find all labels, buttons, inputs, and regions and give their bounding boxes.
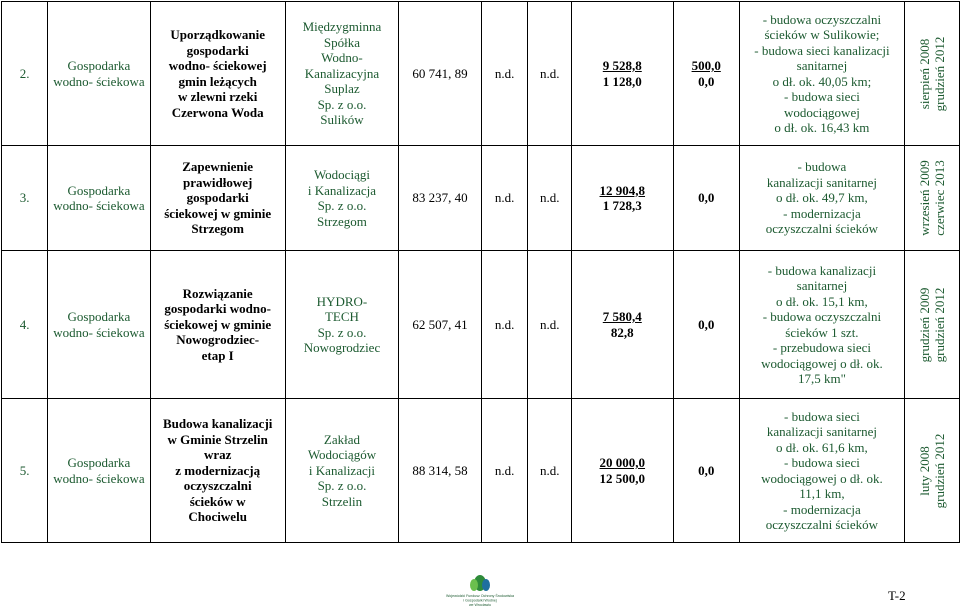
end-date: grudzień 2012 xyxy=(932,36,947,111)
sector-cell xyxy=(48,146,150,251)
start-date: sierpień 2008 xyxy=(917,38,932,109)
beneficiary-cell xyxy=(285,399,398,543)
scope-cell-line: - modernizacja xyxy=(783,501,861,517)
beneficiary-cell-line: i Kanalizacji xyxy=(308,462,375,478)
total-cost-cell: 62 507, 41 xyxy=(399,251,482,399)
project-title-cell-line: Nowogrodziec- xyxy=(176,332,260,348)
grant-top: 500,0 xyxy=(691,58,721,73)
dates-rotated xyxy=(917,36,947,111)
project-title-cell-line: Strzegom xyxy=(191,221,245,237)
project-title-cell-line: ściekowej w gminie xyxy=(164,205,272,221)
dates-rotated xyxy=(917,433,947,508)
dates-cell xyxy=(905,251,960,399)
beneficiary-cell-line: Sp. z o.o. xyxy=(317,96,367,112)
page-code: T-2 xyxy=(888,588,906,603)
project-title-cell-line: z modernizacją xyxy=(175,462,261,478)
scope-cell xyxy=(739,2,904,146)
grant-top: 0,0 xyxy=(698,316,715,332)
beneficiary-cell-line: Sulików xyxy=(320,112,364,128)
sector-cell-line: wodno- ściekowa xyxy=(53,198,145,213)
end-date: czerwiec 2013 xyxy=(932,160,947,236)
scope-cell-line: ścieków 1 szt. xyxy=(785,324,859,340)
not-applicable-cell: n.d. xyxy=(481,2,528,146)
scope-cell-line: - budowa oczyszczalni xyxy=(762,11,882,27)
scope-cell-line: oczyszczalni ścieków xyxy=(765,221,879,237)
grant-bottom: 0,0 xyxy=(698,73,715,89)
scope-cell-line: 11,1 km, xyxy=(799,486,845,501)
scope-cell-line: wodociągowej o dł. ok. xyxy=(761,470,883,486)
project-title-cell xyxy=(150,2,285,146)
project-title-cell-line: Budowa kanalizacji xyxy=(162,416,273,432)
scope-cell-line: - budowa sieci kanalizacji xyxy=(754,42,890,58)
row-number: 2. xyxy=(2,2,48,146)
sector-cell-line: wodno- ściekowa xyxy=(53,470,145,486)
scope-cell xyxy=(739,399,904,543)
sector-cell-line: Gospodarka xyxy=(67,309,131,324)
grant-top: 0,0 xyxy=(698,190,715,206)
scope-cell-line: - przebudowa sieci xyxy=(772,340,872,355)
project-title-cell-line: wraz xyxy=(203,447,232,463)
beneficiary-cell-line: Międzygminna xyxy=(302,19,382,35)
row-number: 3. xyxy=(2,146,48,251)
sector-cell-line: Gospodarka xyxy=(67,58,131,73)
not-applicable-cell: n.d. xyxy=(528,251,572,399)
fund-logo xyxy=(430,573,530,609)
amount-top: 7 580,4 xyxy=(602,309,642,324)
scope-cell-line: - modernizacja xyxy=(783,205,861,221)
sector-cell xyxy=(48,251,150,399)
not-applicable-cell: n.d. xyxy=(528,2,572,146)
end-date: grudzień 2012 xyxy=(932,433,947,508)
grant-cell xyxy=(673,146,739,251)
amount-bottom: 12 500,0 xyxy=(599,470,646,486)
beneficiary-cell-line: Wodociągów xyxy=(307,447,377,463)
eligible-amount-cell xyxy=(572,399,674,543)
scope-cell-line: - budowa sieci xyxy=(784,408,860,424)
beneficiary-cell-line: i Kanalizacja xyxy=(307,182,377,198)
project-title-cell-line: w Gminie Strzelin xyxy=(167,431,268,447)
logo-text-1: Wojewódzki Fundusz Ochrony Środowiska xyxy=(445,594,515,598)
beneficiary-cell-line: Sp. z o.o. xyxy=(317,324,367,340)
dates-cell xyxy=(905,399,960,543)
total-cost-cell: 60 741, 89 xyxy=(399,2,482,146)
row-number: 4. xyxy=(2,251,48,399)
beneficiary-cell-line: Wodno- xyxy=(321,50,363,66)
beneficiary-cell-line: Nowogrodziec xyxy=(303,340,381,355)
not-applicable-cell: n.d. xyxy=(528,399,572,543)
project-title-cell-line: Zapewnienie xyxy=(182,159,254,175)
amount-top: 12 904,8 xyxy=(599,182,646,198)
project-title-cell-line: ściekowej w gminie xyxy=(164,316,272,332)
project-title-cell-line: w zlewni rzeki xyxy=(177,89,258,104)
total-cost-cell: 83 237, 40 xyxy=(399,146,482,251)
start-date: wrzesień 2009 xyxy=(917,160,932,236)
amount-bottom: 1 728,3 xyxy=(602,198,642,213)
beneficiary-cell-line: Suplaz xyxy=(324,81,360,97)
project-title-cell xyxy=(150,399,285,543)
beneficiary-cell-line: HYDRO- xyxy=(316,293,368,309)
project-title-cell-line: ścieków w xyxy=(189,493,246,509)
start-date: luty 2008 xyxy=(917,445,932,496)
beneficiary-cell xyxy=(285,2,398,146)
row-number: 5. xyxy=(2,399,48,543)
scope-cell-line: wodociągowej o dł. ok. xyxy=(761,355,883,371)
project-title-cell-line: etap I xyxy=(201,347,234,363)
scope-cell-line: o dł. ok. 61,6 km, xyxy=(776,439,868,455)
dates-cell xyxy=(905,146,960,251)
beneficiary-cell xyxy=(285,251,398,399)
scope-cell-line: - budowa xyxy=(797,159,847,175)
sector-cell-line: Gospodarka xyxy=(67,182,131,198)
eligible-amount-cell xyxy=(572,251,674,399)
dates-cell xyxy=(905,2,960,146)
project-title-cell-line: wodno- ściekowej xyxy=(168,58,267,73)
table-body xyxy=(2,2,960,543)
amount-top: 20 000,0 xyxy=(599,455,646,470)
scope-cell-line: sanitarnej xyxy=(796,58,848,73)
project-title-cell-line: gospodarki xyxy=(186,190,249,206)
logo-text-3: we Wrocławiu xyxy=(468,603,492,607)
scope-cell-line: - budowa sieci xyxy=(784,89,860,104)
end-date: grudzień 2012 xyxy=(932,287,947,362)
scope-cell-line: wodociągowej xyxy=(784,104,860,120)
not-applicable-cell: n.d. xyxy=(481,146,528,251)
total-cost-cell: 88 314, 58 xyxy=(399,399,482,543)
not-applicable-cell: n.d. xyxy=(481,251,528,399)
scope-cell xyxy=(739,251,904,399)
project-title-cell-line: Rozwiązanie xyxy=(182,285,253,301)
beneficiary-cell-line: TECH xyxy=(324,309,359,324)
project-title-cell-line: gmin leżących xyxy=(178,73,257,89)
scope-cell-line: o dł. ok. 40,05 km; xyxy=(772,73,872,89)
scope-cell-line: o dł. ok. 16,43 km xyxy=(774,120,870,135)
table-row xyxy=(2,146,960,251)
project-title-cell-line: oczyszczalni xyxy=(183,478,252,494)
not-applicable-cell: n.d. xyxy=(528,146,572,251)
scope-cell-line: o dł. ok. 49,7 km, xyxy=(776,190,868,206)
grant-cell xyxy=(673,251,739,399)
amount-bottom: 82,8 xyxy=(610,324,634,340)
grant-top: 0,0 xyxy=(698,462,715,478)
beneficiary-cell-line: Sp. z o.o. xyxy=(317,198,367,213)
scope-cell-line: - budowa oczyszczalni xyxy=(762,309,882,324)
scope-cell-line: sanitarnej xyxy=(796,278,848,293)
beneficiary-cell-line: Strzelin xyxy=(321,493,363,509)
start-date: grudzień 2009 xyxy=(917,287,932,362)
project-title-cell-line: gospodarki xyxy=(186,42,249,58)
scope-cell-line: - budowa kanalizacji xyxy=(767,262,877,278)
project-title-cell xyxy=(150,251,285,399)
leaf-icon xyxy=(470,575,490,591)
sector-cell-line: Gospodarka xyxy=(67,455,131,470)
scope-cell-line: - budowa sieci xyxy=(784,455,860,470)
scope-cell-line: 17,5 km" xyxy=(797,371,846,386)
scope-cell-line: kanalizacji sanitarnej xyxy=(766,174,877,190)
beneficiary-cell-line: Kanalizacyjna xyxy=(304,65,380,81)
sector-cell xyxy=(48,2,150,146)
beneficiary-cell xyxy=(285,146,398,251)
grant-cell xyxy=(673,2,739,146)
logo-text-2: i Gospodarki Wodnej xyxy=(463,598,497,603)
project-title-cell-line: prawidłowej xyxy=(183,174,253,190)
not-applicable-cell: n.d. xyxy=(481,399,528,543)
project-title-cell-line: Czerwona Woda xyxy=(171,104,264,120)
sector-cell-line: wodno- ściekowa xyxy=(53,324,145,340)
beneficiary-cell-line: Sp. z o.o. xyxy=(317,478,367,494)
eligible-amount-cell xyxy=(572,2,674,146)
beneficiary-cell-line: Strzegom xyxy=(317,213,367,229)
dates-rotated xyxy=(917,287,947,362)
project-title-cell-line: Chociwelu xyxy=(188,509,247,525)
beneficiary-cell-line: Wodociągi xyxy=(313,167,370,182)
scope-cell xyxy=(739,146,904,251)
project-title-cell xyxy=(150,146,285,251)
eligible-amount-cell xyxy=(572,146,674,251)
dates-rotated xyxy=(917,160,947,235)
amount-top: 9 528,8 xyxy=(602,58,642,73)
beneficiary-cell-line: Spółka xyxy=(323,34,361,50)
project-title-cell-line: Uporządkowanie xyxy=(170,27,265,42)
sector-cell xyxy=(48,399,150,543)
grant-cell xyxy=(673,399,739,543)
amount-bottom: 1 128,0 xyxy=(602,73,642,89)
projects-table xyxy=(1,1,960,543)
project-title-cell-line: gospodarki wodno- xyxy=(164,301,271,317)
table-row xyxy=(2,2,960,146)
beneficiary-cell-line: Zakład xyxy=(323,431,360,447)
scope-cell-line: ścieków w Sulikowie; xyxy=(764,27,880,42)
scope-cell-line: o dł. ok. 15,1 km, xyxy=(776,293,868,309)
table-row xyxy=(2,251,960,399)
table-row xyxy=(2,399,960,543)
scope-cell-line: kanalizacji sanitarnej xyxy=(766,424,877,439)
sector-cell-line: wodno- ściekowa xyxy=(53,73,145,89)
scope-cell-line: oczyszczalni ścieków xyxy=(765,517,879,532)
